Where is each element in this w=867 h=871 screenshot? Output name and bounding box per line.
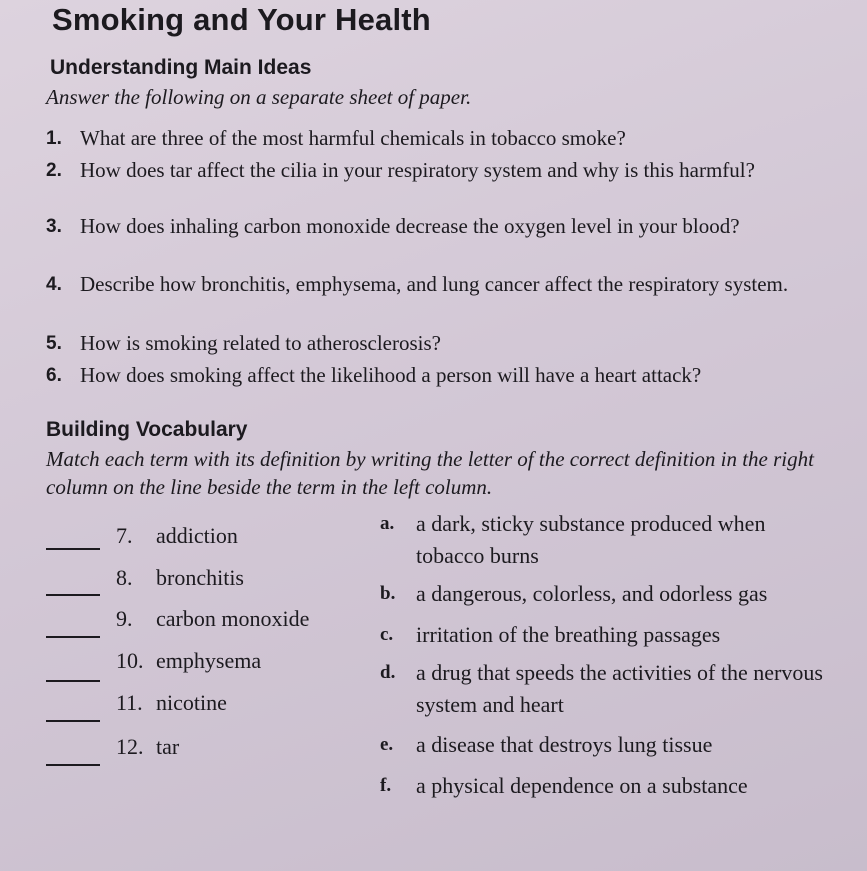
page-title: Smoking and Your Health xyxy=(52,2,431,37)
question-text: How does smoking affect the likelihood a person will have a heart attack? xyxy=(80,363,702,387)
question-item xyxy=(46,213,826,240)
vocab-term xyxy=(116,565,244,591)
vocab-term xyxy=(116,734,179,760)
term-text: addiction xyxy=(156,523,238,548)
vocab-term xyxy=(116,690,227,716)
vocab-definition xyxy=(380,657,830,721)
question-number: 5. xyxy=(46,333,62,354)
question-item xyxy=(46,271,826,298)
question-number: 4. xyxy=(46,274,62,295)
main-ideas-heading: Understanding Main Ideas xyxy=(50,56,312,79)
definition-text: a dark, sticky substance produced when tobacco burns xyxy=(416,511,766,568)
question-item xyxy=(46,157,826,184)
term-number: 11. xyxy=(116,690,143,715)
question-item xyxy=(46,330,826,357)
vocab-term xyxy=(116,523,238,549)
definition-text: irritation of the breathing passages xyxy=(416,622,721,647)
term-number: 9. xyxy=(116,606,133,631)
vocab-definition xyxy=(380,770,830,802)
term-number: 12. xyxy=(116,734,144,759)
vocab-definition xyxy=(380,729,830,761)
answer-blank-7[interactable] xyxy=(46,548,100,550)
question-number: 3. xyxy=(46,216,62,237)
term-number: 8. xyxy=(116,565,133,590)
answer-blank-12[interactable] xyxy=(46,764,100,766)
definition-text: a physical dependence on a substance xyxy=(416,773,748,798)
question-number: 1. xyxy=(46,128,62,149)
answer-blank-8[interactable] xyxy=(46,594,100,596)
definition-text: a disease that destroys lung tissue xyxy=(416,732,713,757)
vocab-term xyxy=(116,606,309,632)
question-text: Describe how bronchitis, emphysema, and lung cancer affect the respiratory system. xyxy=(80,272,789,296)
vocab-definition xyxy=(380,619,830,651)
definition-letter: d. xyxy=(380,662,396,683)
answer-blank-11[interactable] xyxy=(46,720,100,722)
question-text: How does inhaling carbon monoxide decrease the oxygen level in your blood? xyxy=(80,214,740,238)
definition-text: a dangerous, colorless, and odorless gas xyxy=(416,581,768,606)
vocabulary-instructions: Match each term with its definition by writing the letter of the correct definition in the right column on the line beside the term in the left column. xyxy=(46,447,814,499)
definition-letter: c. xyxy=(380,624,394,645)
term-text: emphysema xyxy=(156,648,262,673)
question-text: How does tar affect the cilia in your respiratory system and why is this harmful? xyxy=(80,158,755,182)
definition-letter: a. xyxy=(380,513,395,534)
vocab-definition xyxy=(380,508,830,572)
answer-blank-10[interactable] xyxy=(46,680,100,682)
term-text: tar xyxy=(156,734,180,759)
question-number: 6. xyxy=(46,365,62,386)
definition-letter: e. xyxy=(380,734,394,755)
vocab-term xyxy=(116,648,261,674)
definition-text: a drug that speeds the activities of the nervous system and heart xyxy=(416,660,823,717)
answer-blank-9[interactable] xyxy=(46,636,100,638)
question-text: How is smoking related to atherosclerosis? xyxy=(80,331,441,355)
question-text: What are three of the most harmful chemicals in tobacco smoke? xyxy=(80,126,626,150)
vocab-definition xyxy=(380,578,830,610)
question-item xyxy=(46,125,826,152)
term-number: 10. xyxy=(116,648,144,673)
definition-letter: f. xyxy=(380,775,392,796)
definition-letter: b. xyxy=(380,583,396,604)
term-number: 7. xyxy=(116,523,133,548)
question-item xyxy=(46,362,826,389)
term-text: bronchitis xyxy=(156,565,244,590)
vocabulary-heading: Building Vocabulary xyxy=(46,418,248,441)
question-number: 2. xyxy=(46,160,62,181)
main-ideas-instructions: Answer the following on a separate sheet of paper. xyxy=(46,85,472,109)
term-text: nicotine xyxy=(156,690,227,715)
term-text: carbon monoxide xyxy=(156,606,310,631)
